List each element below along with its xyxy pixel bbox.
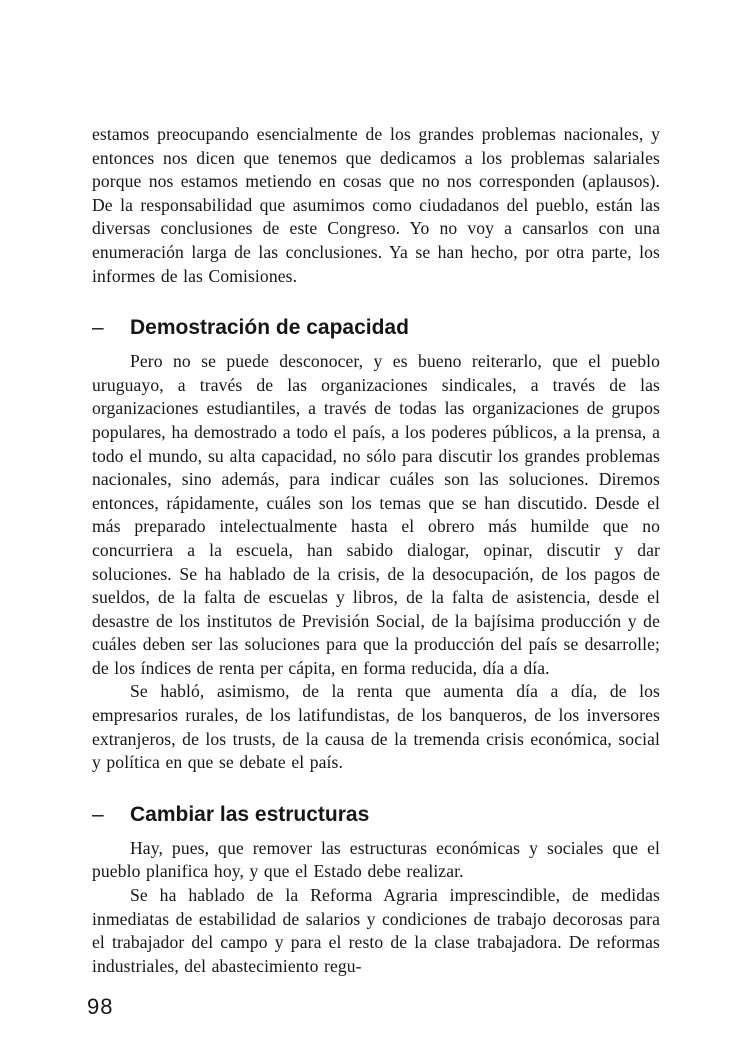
section-heading-demostracion bbox=[92, 315, 660, 341]
section-title: Demostración de capacidad bbox=[130, 316, 409, 340]
section-heading-estructuras bbox=[92, 802, 660, 828]
section-title: Cambiar las estructuras bbox=[130, 802, 370, 826]
page-number: 98 bbox=[87, 994, 114, 1019]
body-paragraph: Pero no se puede desconocer, y es bueno reiterarlo, que el pueblo uruguayo, a través de las organizaciones sindicales, a través de las organizaciones estudiantiles, a través de todas las organizaciones de grupos populares, ha demostrado a todo el país, a los poderes públicos, a la prensa, a todo el mundo, su alta capacidad, no sólo para discutir los grandes problemas nacionales, sino además, para indicar cuáles son las soluciones. Diremos entonces, rápidamente, cuáles son los temas que se han discutido. Desde el más preparado intelectualmente hasta el obrero más humilde que no concurriera a la escuela, han sabido dialogar, opinar, discutir y dar soluciones. Se ha hablado de la crisis, de la desocupación, de los pagos de sueldos, de la falta de escuelas y libros, de la falta de asistencia, desde el desastre de los institutos de Previsión Social, de la bajísima producción y de cuáles deben ser las soluciones para que la producción del país se desarrolle; de los índices de renta per cápita, en forma reducida, día a día. bbox=[92, 351, 660, 678]
body-paragraph: Se ha hablado de la Reforma Agraria imprescindible, de medidas inmediatas de estabilidad de salarios y condiciones de trabajo decorosas para el trabajador del campo y para el resto de la clase trabajadora. De reformas industriales, del abastecimiento regu- bbox=[92, 885, 660, 976]
body-paragraph: Se habló, asimismo, de la renta que aumenta día a día, de los empresarios rurales, de los latifundistas, de los banqueros, de los inversores extranjeros, de los trusts, de la causa de la tremenda crisis económica, social y política en que se debate el país. bbox=[92, 681, 660, 773]
intro-paragraph: estamos preocupando esencialmente de los grandes problemas nacionales, y entonces nos dicen que tenemos que dedicamos a los problemas salariales porque nos estamos metiendo en cosas que no nos corresponden (aplausos). De la responsabilidad que asumimos como ciudadanos del pueblo, están las diversas conclusiones de este Congreso. Yo no voy a cansarlos con una enumeración larga de las conclusiones. Ya se han hecho, por otra parte, los informes de las Comisiones. bbox=[92, 124, 660, 286]
book-page bbox=[92, 123, 660, 978]
heading-dash: – bbox=[92, 316, 104, 340]
body-paragraph: Hay, pues, que remover las estructuras económicas y sociales que el pueblo planifica hoy, y que el Estado debe realizar. bbox=[92, 837, 660, 882]
heading-dash: – bbox=[92, 802, 104, 826]
